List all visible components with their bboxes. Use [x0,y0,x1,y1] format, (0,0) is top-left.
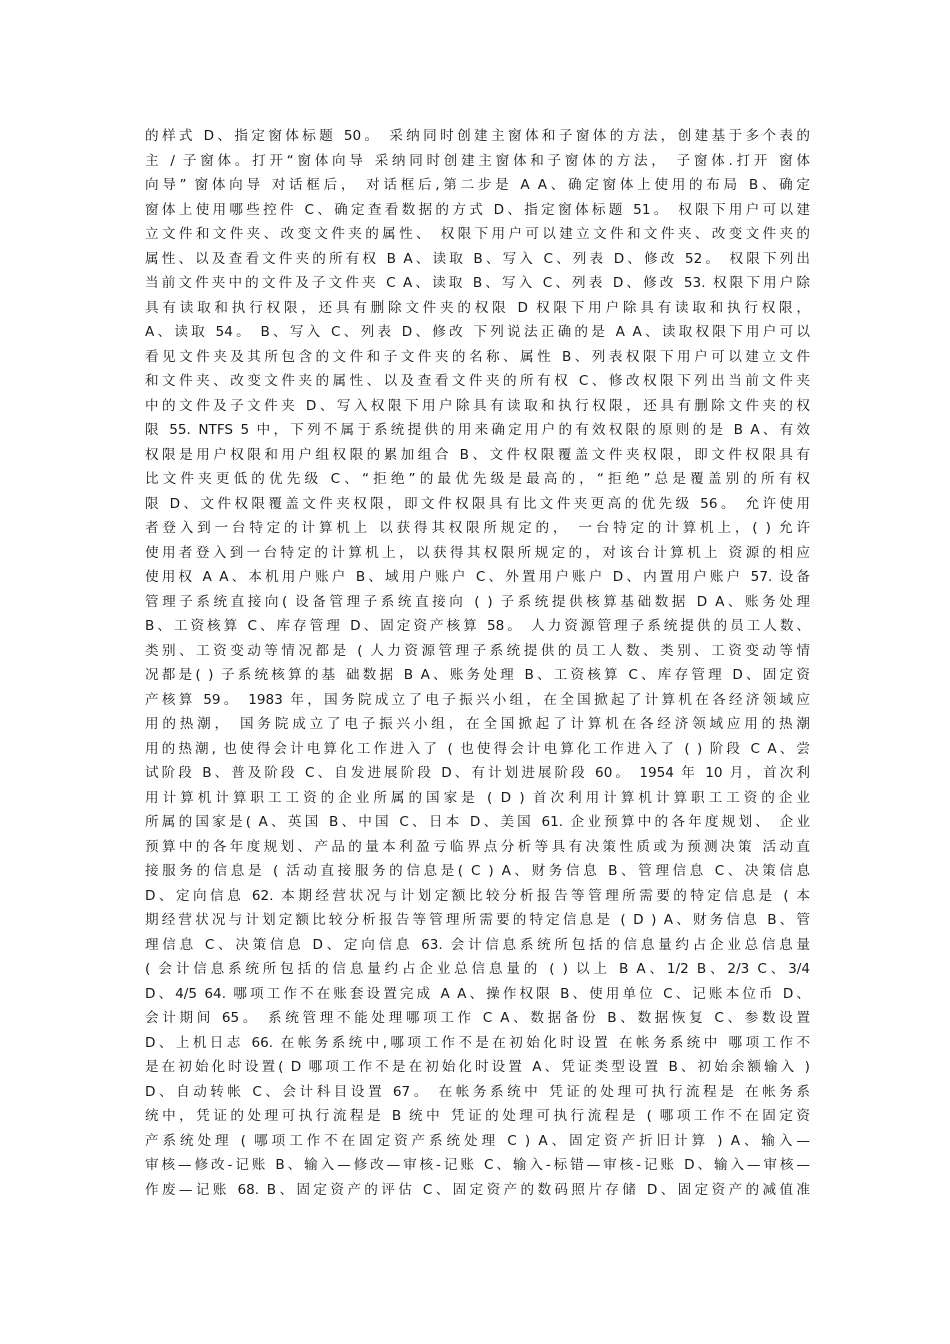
text-line: 统中，凭证的处理可执行流程是 B 统中 凭证的处理可执行流程是 ( 哪项工作不在固定资 [145,1108,810,1124]
text-line: 窗体上使用哪些控件 C、确定查看数据的方式 D、指定窗体标题 51。 权限下用户可以建 [145,201,810,218]
text-line: 的样式 D、指定窗体标题 50。 采纳同时创建主窗体和子窗体的方法，创建基于多个表的 [145,128,810,144]
text-line: 属性、以及查看文件夹的所有权 B A、读取 B、写入 C、列表 D、修改 52。 权限下列出 [145,250,810,267]
body-text [145,124,810,1202]
text-line: 期经营状况与计划定额比较分析报告等管理所需要的特定信息是 ( D ) A、财务信息 B、管 [145,912,810,928]
text-line: 立文件和文件夹、改变文件夹的属性、 权限下用户可以建立文件和文件夹、改变文件夹的 [145,226,810,242]
text-line: 作废—记账 68. B、固定资产的评估 C、固定资产的数码照片存储 D、固定资产的减值准 [145,1181,810,1198]
text-line: 是在初始化时设置( D 哪项工作不是在初始化时设置 A、凭证类型设置 B、初始余额输入 ) [145,1059,810,1075]
text-line: 当前文件夹中的文件及子文件夹 C A、读取 B、写入 C、列表 D、修改 53. 权限下用户除 [145,275,810,291]
text-line: 具有读取和执行权限，还具有删除文件夹的权限 D 权限下用户除具有读取和执行权限， [145,299,810,316]
text-line: B、工资核算 C、库存管理 D、固定资产核算 58。 人力资源管理子系统提供的员工人数、 [145,618,810,634]
text-line: 中的文件及子文件夹 D、写入权限下用户除具有读取和执行权限，还具有删除文件夹的权 [145,397,810,414]
text-line: 接服务的信息是 ( 活动直接服务的信息是( C ) A、财务信息 B、管理信息 C、决策信息 [145,863,810,879]
text-line: 会计期间 65。 系统管理不能处理哪项工作 C A、数据备份 B、数据恢复 C、参数设置 [145,1010,810,1026]
text-line: 看见文件夹及其所包含的文件和子文件夹的名称、属性 B、列表权限下用户可以建立文件 [145,348,810,365]
text-line: 试阶段 B、普及阶段 C、自发进展阶段 D、有计划进展阶段 60。 1954 年 10 月，首次利 [145,765,810,781]
text-line: 主 / 子窗体。打开“窗体向导 采纳同时创建主窗体和子窗体的方法， 子窗体.打开 窗体 [145,152,810,169]
text-line: 权限是用户权限和用户组权限的累加组合 B、文件权限覆盖文件夹权限，即文件权限具有 [145,446,810,463]
text-line: 者登入到一台特定的计算机上 以获得其权限所规定的， 一台特定的计算机上，( ) 允许 [145,520,810,536]
text-line: 用的热潮, 也使得会计电算化工作进入了 ( 也使得会计电算化工作进入了 ( ) 阶段 C A、尝 [145,740,810,757]
text-line: 向导” 窗体向导 对话框后， 对话框后,第二步是 A A、确定窗体上使用的布局 B、确定 [145,177,810,193]
text-line: 类别、工资变动等情况都是 ( 人力资源管理子系统提供的员工人数、类别、工资变动等情 [145,642,810,659]
text-line: 管理子系统直接向( 设备管理子系统直接向 ( ) 子系统提供核算基础数据 D A、账务处理 [145,593,810,610]
text-line: 用计算机计算职工工资的企业所属的国家是 ( D ) 首次利用计算机计算职工工资的企业 [145,789,810,806]
text-line: 限 55. NTFS 5 中，下列不属于系统提供的用来确定用户的有效权限的原则的是 B A、有效 [145,422,810,438]
text-line: ( 会计信息系统所包括的信息量约占企业总信息量的 ( ) 以上 B A、1/2 B、2/3 C、3/4 [145,961,810,977]
text-line: 比文件夹更低的优先级 C、“拒绝”的最优先级是最高的，“拒绝”总是覆盖别的所有权 [145,471,810,487]
text-line: 理信息 C、决策信息 D、定向信息 63. 会计信息系统所包括的信息量约占企业总信息量 [145,936,810,953]
text-line: A、读取 54。 B、写入 C、列表 D、修改 下列说法正确的是 A A、读取权限下用户可以 [145,324,810,340]
text-line: 所属的国家是( A、英国 B、中国 C、日本 D、美国 61. 企业预算中的各年度规划、 企业 [145,814,810,830]
text-line: 产系统处理 ( 哪项工作不在固定资产系统处理 C ) A、固定资产折旧计算 ) A、输入— [145,1132,810,1149]
text-line: D、上机日志 66. 在帐务系统中,哪项工作不是在初始化时设置 在帐务系统中 哪项工作不 [145,1034,810,1051]
text-line: 况都是( ) 子系统核算的基 础数据 B A、账务处理 B、工资核算 C、库存管理 D、固定资 [145,667,810,683]
text-line: D、定向信息 62. 本期经营状况与计划定额比较分析报告等管理所需要的特定信息是 ( 本 [145,887,810,904]
text-line: 产核算 59。 1983 年，国务院成立了电子振兴小组，在全国掀起了计算机在各经济领域应 [145,691,810,708]
text-line: 用的热潮， 国务院成立了电子振兴小组，在全国掀起了计算机在各经济领域应用的热潮 [145,716,810,732]
text-line: 使用权 A A、本机用户账户 B、域用户账户 C、外置用户账户 D、内置用户账户 57. 设备 [145,569,810,585]
text-line: 审核—修改-记账 B、输入—修改—审核-记账 C、输入-标错—审核-记账 D、输入—审核— [145,1157,810,1173]
text-line: D、4/5 64. 哪项工作不在账套设置完成 A A、操作权限 B、使用单位 C、记账本位币 D、 [145,985,810,1002]
text-line: 限 D、文件权限覆盖文件夹权限，即文件权限具有比文件夹更高的优先级 56。 允许使用 [145,495,810,512]
text-line: 预算中的各年度规划、产品的量本利盈亏临界点分析等具有决策性质或为预测决策 活动直 [145,838,810,855]
text-line: D、自动转帐 C、会计科目设置 67。 在帐务系统中 凭证的处理可执行流程是 在帐务系 [145,1083,810,1100]
text-line: 使用者登入到一台特定的计算机上，以获得其权限所规定的，对该台计算机上 资源的相应 [145,544,810,561]
text-line: 和文件夹、改变文件夹的属性、以及查看文件夹的所有权 C、修改权限下列出当前文件夹 [145,373,810,389]
